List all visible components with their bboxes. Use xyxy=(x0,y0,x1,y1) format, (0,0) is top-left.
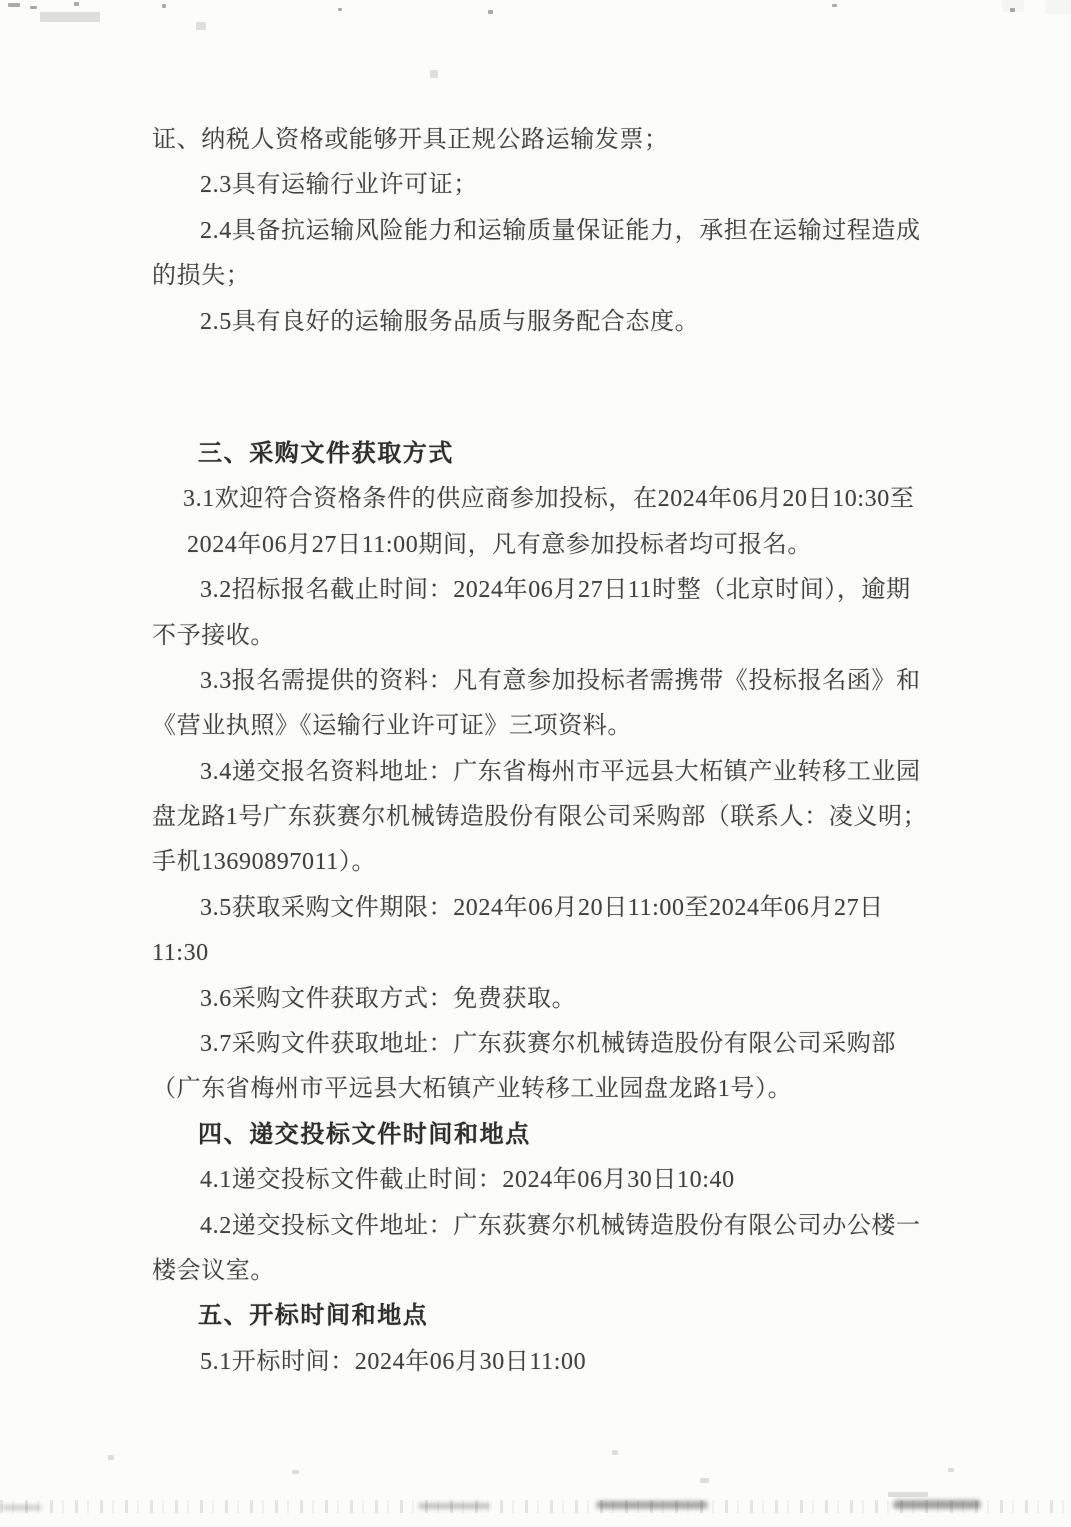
section-heading-bid-opening: 五、开标时间和地点 xyxy=(198,1303,429,1330)
text-line-item-2-4: 2.4具备抗运输风险能力和运输质量保证能力，承担在运输过程造成 xyxy=(200,217,921,244)
section-heading-bid-submission: 四、递交投标文件时间和地点 xyxy=(198,1121,531,1148)
text-line: 11:30 xyxy=(152,940,209,967)
scan-smudge xyxy=(2,1505,42,1510)
text-line-item-5-1: 5.1开标时间：2024年06月30日11:00 xyxy=(200,1348,587,1375)
scan-speck xyxy=(888,1492,928,1497)
text-line-item-2-5: 2.5具有良好的运输服务品质与服务配合态度。 xyxy=(200,308,700,335)
text-line: 楼会议室。 xyxy=(152,1257,275,1284)
text-line-item-4-1: 4.1递交投标文件截止时间：2024年06月30日10:40 xyxy=(200,1167,735,1194)
scan-speck xyxy=(40,12,100,22)
scan-smudge xyxy=(418,1503,490,1509)
scan-speck xyxy=(430,70,438,78)
text-line-item-3-5: 3.5获取采购文件期限：2024年06月20日11:00至2024年06月27日 xyxy=(200,894,884,921)
text-line: 盘龙路1号广东荻赛尔机械铸造股份有限公司采购部（联系人：凌义明； xyxy=(152,804,928,831)
scan-speck xyxy=(30,6,37,9)
text-line: 不予接收。 xyxy=(152,622,275,649)
blank-gap xyxy=(0,345,1071,432)
scan-speck xyxy=(488,10,493,14)
scan-smudge xyxy=(893,1500,981,1509)
text-line: 2024年06月27日11:00期间，凡有意参加投标者均可报名。 xyxy=(187,531,812,558)
scan-speck xyxy=(948,1468,954,1472)
text-line: 手机13690897011）。 xyxy=(152,849,377,876)
scan-speck xyxy=(832,4,837,7)
text-line-item-2-3: 2.3具有运输行业许可证； xyxy=(200,172,478,199)
scan-speck xyxy=(162,4,166,8)
scan-smudge xyxy=(596,1501,708,1509)
text-line-item-3-4: 3.4递交报名资料地址：广东省梅州市平远县大柘镇产业转移工业园 xyxy=(200,758,921,785)
section-heading-procurement-docs: 三、采购文件获取方式 xyxy=(198,440,454,467)
scan-speck xyxy=(196,22,206,30)
scan-speck xyxy=(8,3,20,7)
text-line-item-3-3: 3.3报名需提供的资料：凡有意参加投标者需携带《投标报名函》和 xyxy=(200,667,921,694)
scan-speck xyxy=(292,1470,299,1474)
document-body xyxy=(0,118,1071,1385)
text-line: （广东省梅州市平远县大柘镇产业转移工业园盘龙路1号）。 xyxy=(152,1076,793,1103)
scan-speck xyxy=(338,8,342,11)
scan-speck xyxy=(108,1455,114,1460)
scan-speck xyxy=(74,2,79,6)
scan-shade xyxy=(1046,0,1071,14)
text-line: 《营业执照》《运输行业许可证》三项资料。 xyxy=(152,713,632,740)
scan-shade xyxy=(1002,0,1024,12)
scan-speck xyxy=(612,1450,618,1455)
text-line-item-3-2: 3.2招标报名截止时间：2024年06月27日11时整（北京时间），逾期 xyxy=(200,577,911,604)
text-line: 的损失； xyxy=(152,263,251,290)
text-line-item-3-1: 3.1欢迎符合资格条件的供应商参加投标，在2024年06月20日10:30至 xyxy=(183,486,915,513)
text-line-item-3-7: 3.7采购文件获取地址：广东荻赛尔机械铸造股份有限公司采购部 xyxy=(200,1031,896,1058)
text-line-item-3-6: 3.6采购文件获取方式：免费获取。 xyxy=(200,985,577,1012)
text-line-item-4-2: 4.2递交投标文件地址：广东荻赛尔机械铸造股份有限公司办公楼一 xyxy=(200,1212,921,1239)
text-line: 证、纳税人资格或能够开具正规公路运输发票； xyxy=(152,127,669,153)
scan-speck xyxy=(700,1478,709,1483)
